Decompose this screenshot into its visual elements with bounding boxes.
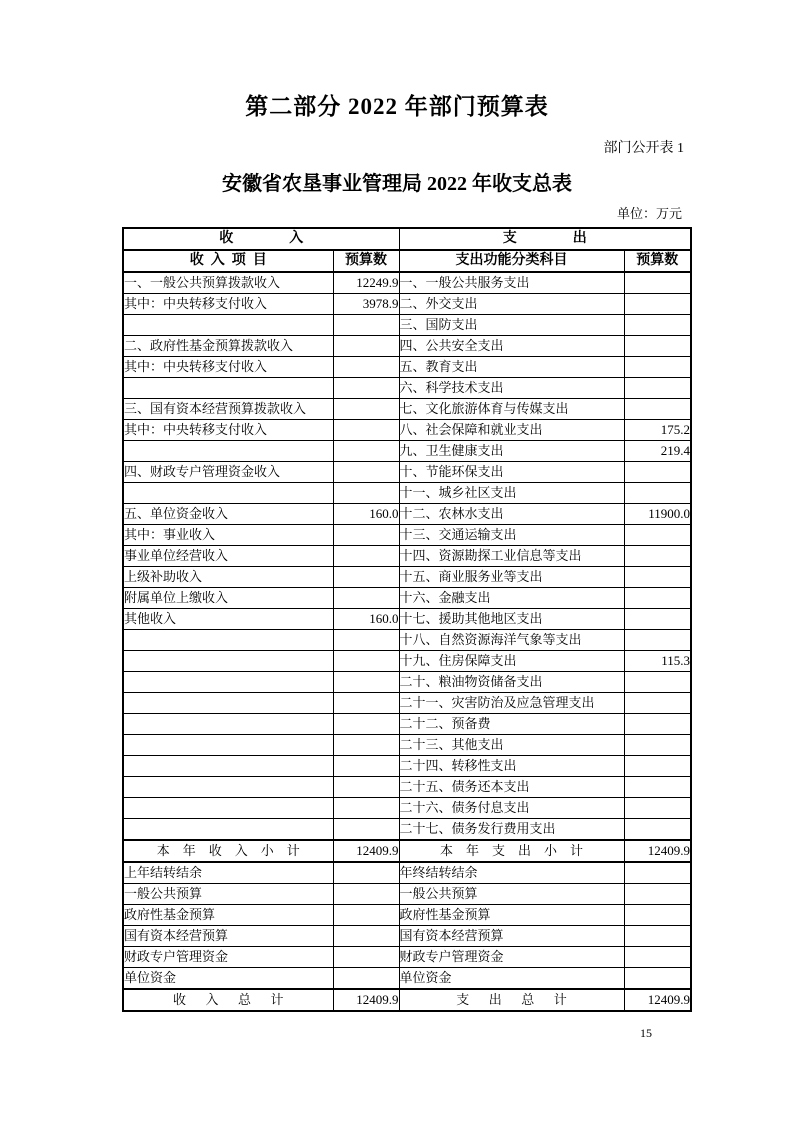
expense-item-cell: 二十二、预备费 — [399, 714, 624, 735]
income-item-column-header: 收 入 项 目 — [123, 250, 333, 272]
table-row — [123, 989, 691, 1011]
section-title: 第二部分 2022 年部门预算表 — [245, 94, 549, 119]
table-row — [123, 462, 691, 483]
income-item-cell: 四、财政专户管理资金收入 — [123, 462, 333, 483]
income-item-cell: 三、国有资本经营预算拨款收入 — [123, 399, 333, 420]
unit-note: 单位：万元 — [616, 206, 682, 221]
income-item-cell: 其他收入 — [123, 609, 333, 630]
expense-value-cell — [624, 525, 691, 546]
expense-item-cell: 三、国防支出 — [399, 315, 624, 336]
table-row — [123, 609, 691, 630]
expense-value-cell — [624, 693, 691, 714]
income-item-cell: 其中：中央转移支付收入 — [123, 357, 333, 378]
table-row — [123, 336, 691, 357]
income-item-cell: 上级补助收入 — [123, 567, 333, 588]
income-item-cell — [123, 756, 333, 777]
expense-value-cell — [624, 378, 691, 399]
income-item-cell: 财政专户管理资金 — [123, 947, 333, 968]
table-row — [123, 714, 691, 735]
table-row — [123, 672, 691, 693]
income-item-cell: 国有资本经营预算 — [123, 926, 333, 947]
expense-item-cell: 四、公共安全支出 — [399, 336, 624, 357]
income-value-cell: 3978.9 — [333, 294, 399, 315]
table-row — [123, 947, 691, 968]
income-item-cell — [123, 441, 333, 462]
expense-value-cell: 11900.0 — [624, 504, 691, 525]
table-row — [123, 777, 691, 798]
expense-item-cell: 二十四、转移性支出 — [399, 756, 624, 777]
expense-item-column-header: 支出功能分类科目 — [399, 250, 624, 272]
table-row — [123, 504, 691, 525]
income-item-cell — [123, 630, 333, 651]
table-row — [123, 756, 691, 777]
income-item-cell: 附属单位上缴收入 — [123, 588, 333, 609]
income-item-cell — [123, 714, 333, 735]
expense-item-cell: 五、教育支出 — [399, 357, 624, 378]
expense-item-cell: 十六、金融支出 — [399, 588, 624, 609]
expense-value-cell — [624, 819, 691, 841]
income-value-cell — [333, 462, 399, 483]
expense-item-cell: 二十五、债务还本支出 — [399, 777, 624, 798]
expense-value-cell — [624, 609, 691, 630]
income-item-cell: 其中：事业收入 — [123, 525, 333, 546]
budget-table — [122, 227, 692, 1012]
income-section-header: 收 入 — [123, 228, 399, 250]
expense-item-cell: 十三、交通运输支出 — [399, 525, 624, 546]
expense-item-cell: 本 年 支 出 小 计 — [399, 840, 624, 862]
income-item-cell — [123, 777, 333, 798]
table-row — [123, 378, 691, 399]
expense-item-cell: 十八、自然资源海洋气象等支出 — [399, 630, 624, 651]
header-row-columns — [123, 250, 691, 272]
income-value-cell: 160.0 — [333, 504, 399, 525]
income-value-cell — [333, 862, 399, 884]
expense-value-cell: 12409.9 — [624, 989, 691, 1011]
income-item-cell — [123, 798, 333, 819]
expense-item-cell: 二十七、债务发行费用支出 — [399, 819, 624, 841]
table-body — [123, 272, 691, 1011]
expense-value-cell — [624, 714, 691, 735]
income-item-cell: 单位资金 — [123, 968, 333, 990]
table-row — [123, 441, 691, 462]
income-item-cell: 五、单位资金收入 — [123, 504, 333, 525]
expense-value-cell — [624, 672, 691, 693]
expense-value-cell: 12409.9 — [624, 840, 691, 862]
table-row — [123, 840, 691, 862]
table-row — [123, 272, 691, 294]
expense-value-cell — [624, 336, 691, 357]
income-value-cell — [333, 525, 399, 546]
income-item-cell — [123, 483, 333, 504]
table-row — [123, 862, 691, 884]
expense-item-cell: 国有资本经营预算 — [399, 926, 624, 947]
income-value-cell — [333, 714, 399, 735]
income-value-cell — [333, 315, 399, 336]
expense-value-cell — [624, 588, 691, 609]
income-value-cell — [333, 905, 399, 926]
expense-value-cell — [624, 884, 691, 905]
expense-value-cell — [624, 546, 691, 567]
expense-item-cell: 财政专户管理资金 — [399, 947, 624, 968]
table-row — [123, 693, 691, 714]
expense-value-cell — [624, 947, 691, 968]
income-item-cell: 一、一般公共预算拨款收入 — [123, 272, 333, 294]
table-row — [123, 968, 691, 990]
table-row — [123, 588, 691, 609]
income-item-cell — [123, 735, 333, 756]
income-value-cell — [333, 693, 399, 714]
expense-value-cell: 175.2 — [624, 420, 691, 441]
table-row — [123, 735, 691, 756]
income-value-cell — [333, 357, 399, 378]
expense-item-cell: 十一、城乡社区支出 — [399, 483, 624, 504]
header-row-sections — [123, 228, 691, 250]
table-row — [123, 819, 691, 841]
income-value-cell — [333, 798, 399, 819]
expense-value-cell — [624, 777, 691, 798]
table-row — [123, 884, 691, 905]
table-row — [123, 905, 691, 926]
table-row — [123, 798, 691, 819]
expense-value-cell — [624, 462, 691, 483]
income-value-cell: 12409.9 — [333, 989, 399, 1011]
expense-item-cell: 支 出 总 计 — [399, 989, 624, 1011]
expense-item-cell: 十四、资源勘探工业信息等支出 — [399, 546, 624, 567]
income-value-cell — [333, 378, 399, 399]
expense-value-cell — [624, 315, 691, 336]
expense-value-cell — [624, 483, 691, 504]
expense-value-cell — [624, 357, 691, 378]
income-value-cell — [333, 483, 399, 504]
income-value-cell — [333, 926, 399, 947]
expense-item-cell: 一、一般公共服务支出 — [399, 272, 624, 294]
expense-item-cell: 十二、农林水支出 — [399, 504, 624, 525]
table-header — [123, 228, 691, 272]
table-row — [123, 483, 691, 504]
income-budget-column-header: 预算数 — [333, 250, 399, 272]
table-row — [123, 357, 691, 378]
expense-value-cell — [624, 630, 691, 651]
expense-item-cell: 八、社会保障和就业支出 — [399, 420, 624, 441]
expense-value-cell — [624, 926, 691, 947]
income-value-cell — [333, 819, 399, 841]
table-row — [123, 399, 691, 420]
income-value-cell: 12409.9 — [333, 840, 399, 862]
expense-value-cell — [624, 735, 691, 756]
income-value-cell — [333, 630, 399, 651]
expense-item-cell: 十、节能环保支出 — [399, 462, 624, 483]
expense-value-cell — [624, 798, 691, 819]
public-table-label: 部门公开表 1 — [603, 141, 684, 156]
expense-value-cell: 219.4 — [624, 441, 691, 462]
table-row — [123, 926, 691, 947]
expense-value-cell — [624, 272, 691, 294]
income-value-cell — [333, 336, 399, 357]
page-number: 15 — [640, 1026, 652, 1040]
expense-budget-column-header: 预算数 — [624, 250, 691, 272]
income-value-cell — [333, 420, 399, 441]
expense-item-cell: 二十六、债务付息支出 — [399, 798, 624, 819]
income-item-cell: 一般公共预算 — [123, 884, 333, 905]
income-item-cell — [123, 672, 333, 693]
income-value-cell: 160.0 — [333, 609, 399, 630]
income-item-cell: 其中：中央转移支付收入 — [123, 420, 333, 441]
income-item-cell: 本 年 收 入 小 计 — [123, 840, 333, 862]
income-item-cell: 收 入 总 计 — [123, 989, 333, 1011]
expense-item-cell: 二十、粮油物资储备支出 — [399, 672, 624, 693]
expense-value-cell — [624, 756, 691, 777]
expense-value-cell — [624, 968, 691, 990]
expense-item-cell: 一般公共预算 — [399, 884, 624, 905]
expense-item-cell: 六、科学技术支出 — [399, 378, 624, 399]
income-value-cell — [333, 567, 399, 588]
expense-value-cell — [624, 294, 691, 315]
expense-item-cell: 二十三、其他支出 — [399, 735, 624, 756]
expense-value-cell — [624, 862, 691, 884]
income-value-cell — [333, 588, 399, 609]
expense-item-cell: 政府性基金预算 — [399, 905, 624, 926]
income-item-cell — [123, 315, 333, 336]
table-title: 安徽省农垦事业管理局 2022 年收支总表 — [222, 173, 572, 195]
expense-item-cell: 七、文化旅游体育与传媒支出 — [399, 399, 624, 420]
income-value-cell — [333, 651, 399, 672]
table-row — [123, 630, 691, 651]
expense-item-cell: 单位资金 — [399, 968, 624, 990]
income-item-cell: 二、政府性基金预算拨款收入 — [123, 336, 333, 357]
expense-item-cell: 二、外交支出 — [399, 294, 624, 315]
income-item-cell — [123, 651, 333, 672]
table-row — [123, 546, 691, 567]
table-row — [123, 651, 691, 672]
expense-item-cell: 年终结转结余 — [399, 862, 624, 884]
income-value-cell — [333, 968, 399, 990]
expense-value-cell — [624, 399, 691, 420]
income-item-cell: 上年结转结余 — [123, 862, 333, 884]
expense-section-header: 支 出 — [399, 228, 691, 250]
income-value-cell — [333, 884, 399, 905]
expense-item-cell: 九、卫生健康支出 — [399, 441, 624, 462]
income-value-cell — [333, 672, 399, 693]
income-item-cell — [123, 378, 333, 399]
income-value-cell — [333, 399, 399, 420]
income-item-cell — [123, 693, 333, 714]
income-value-cell — [333, 735, 399, 756]
income-value-cell — [333, 777, 399, 798]
table-row — [123, 420, 691, 441]
income-value-cell — [333, 546, 399, 567]
expense-value-cell — [624, 905, 691, 926]
income-value-cell — [333, 947, 399, 968]
income-item-cell: 政府性基金预算 — [123, 905, 333, 926]
expense-item-cell: 二十一、灾害防治及应急管理支出 — [399, 693, 624, 714]
table-row — [123, 294, 691, 315]
expense-value-cell: 115.3 — [624, 651, 691, 672]
table-row — [123, 315, 691, 336]
table-row — [123, 525, 691, 546]
income-item-cell — [123, 819, 333, 841]
income-value-cell — [333, 441, 399, 462]
income-value-cell — [333, 756, 399, 777]
table-row — [123, 567, 691, 588]
income-value-cell: 12249.9 — [333, 272, 399, 294]
expense-value-cell — [624, 567, 691, 588]
expense-item-cell: 十九、住房保障支出 — [399, 651, 624, 672]
income-item-cell: 其中：中央转移支付收入 — [123, 294, 333, 315]
income-item-cell: 事业单位经营收入 — [123, 546, 333, 567]
expense-item-cell: 十七、援助其他地区支出 — [399, 609, 624, 630]
expense-item-cell: 十五、商业服务业等支出 — [399, 567, 624, 588]
